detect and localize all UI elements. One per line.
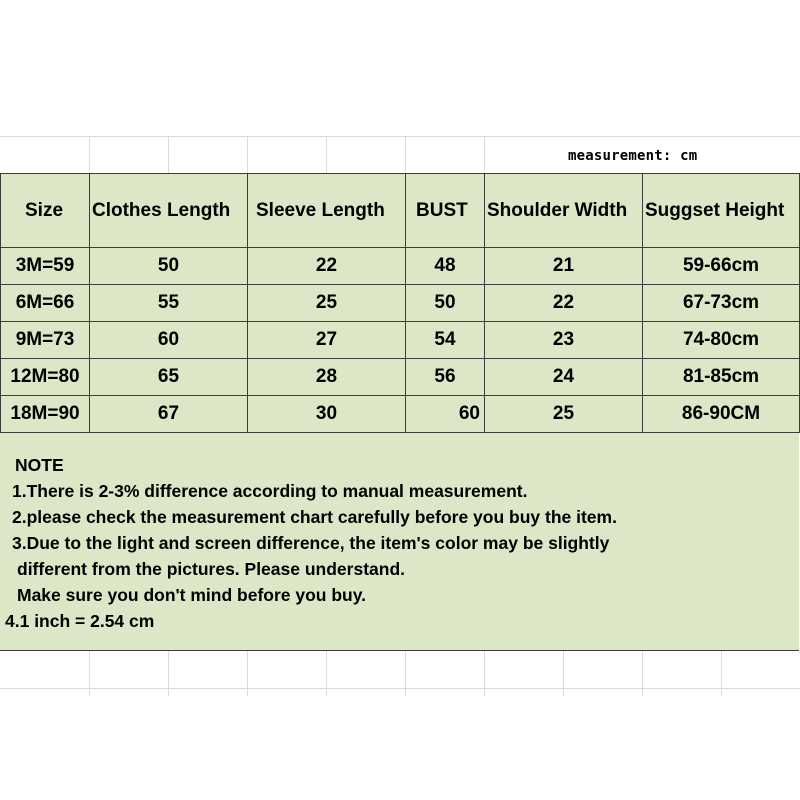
- note-line-5: Make sure you don't mind before you buy.: [17, 585, 367, 605]
- size-chart-table: [0, 173, 800, 433]
- cell-bust: 56: [406, 359, 485, 396]
- notes-title: NOTE: [15, 455, 64, 475]
- cell-clothes-length: 55: [90, 285, 248, 322]
- gridline: [247, 651, 248, 696]
- cell-bust: 48: [406, 248, 485, 285]
- cell-size: 6M=66: [1, 285, 90, 322]
- cell-sleeve-length: 30: [248, 396, 406, 433]
- table-row: [1, 359, 800, 396]
- cell-bust: 54: [406, 322, 485, 359]
- measurement-unit-label: measurement: cm: [568, 148, 698, 164]
- note-line-3: 3.Due to the light and screen difference, the item's color may be slightly: [12, 533, 610, 553]
- gridline: [563, 651, 564, 696]
- header-clothes-length: Clothes Length: [90, 174, 248, 248]
- cell-shoulder-width: 23: [485, 322, 643, 359]
- cell-shoulder-width: 24: [485, 359, 643, 396]
- cell-suggest-height: 74-80cm: [643, 322, 800, 359]
- table-row: [1, 248, 800, 285]
- gridline: [0, 136, 800, 137]
- cell-sleeve-length: 22: [248, 248, 406, 285]
- cell-bust: 50: [406, 285, 485, 322]
- table-row: [1, 322, 800, 359]
- note-line-4: different from the pictures. Please understand.: [17, 559, 405, 579]
- table-row: [1, 396, 800, 433]
- cell-size: 18M=90: [1, 396, 90, 433]
- note-line-2: 2.please check the measurement chart carefully before you buy the item.: [12, 507, 617, 527]
- header-size: Size: [1, 174, 90, 248]
- cell-clothes-length: 60: [90, 322, 248, 359]
- gridline: [168, 651, 169, 696]
- gridline: [484, 136, 485, 173]
- gridline: [168, 136, 169, 173]
- cell-sleeve-length: 25: [248, 285, 406, 322]
- cell-bust: 60: [406, 396, 485, 433]
- gridline: [326, 136, 327, 173]
- gridline: [484, 651, 485, 696]
- gridline: [642, 651, 643, 696]
- table-row: [1, 285, 800, 322]
- cell-size: 12M=80: [1, 359, 90, 396]
- gridline: [405, 136, 406, 173]
- header-suggest-height: Suggset Height: [643, 174, 800, 248]
- gridline: [0, 688, 800, 689]
- cell-size: 3M=59: [1, 248, 90, 285]
- cell-sleeve-length: 27: [248, 322, 406, 359]
- cell-suggest-height: 67-73cm: [643, 285, 800, 322]
- gridline: [405, 651, 406, 696]
- cell-shoulder-width: 22: [485, 285, 643, 322]
- note-line-1: 1.There is 2-3% difference according to manual measurement.: [12, 481, 528, 501]
- header-shoulder-width: Shoulder Width: [485, 174, 643, 248]
- cell-suggest-height: 86-90CM: [643, 396, 800, 433]
- header-bust: BUST: [406, 174, 485, 248]
- gridline: [89, 651, 90, 696]
- cell-sleeve-length: 28: [248, 359, 406, 396]
- gridline: [326, 651, 327, 696]
- cell-clothes-length: 67: [90, 396, 248, 433]
- notes-panel: [0, 432, 799, 651]
- cell-size: 9M=73: [1, 322, 90, 359]
- cell-shoulder-width: 25: [485, 396, 643, 433]
- gridline: [721, 651, 722, 696]
- cell-clothes-length: 65: [90, 359, 248, 396]
- note-line-6: 4.1 inch = 2.54 cm: [5, 611, 155, 631]
- header-sleeve-length: Sleeve Length: [248, 174, 406, 248]
- cell-clothes-length: 50: [90, 248, 248, 285]
- cell-suggest-height: 81-85cm: [643, 359, 800, 396]
- gridline: [89, 136, 90, 173]
- cell-suggest-height: 59-66cm: [643, 248, 800, 285]
- cell-shoulder-width: 21: [485, 248, 643, 285]
- table-header-row: [1, 174, 800, 248]
- gridline: [247, 136, 248, 173]
